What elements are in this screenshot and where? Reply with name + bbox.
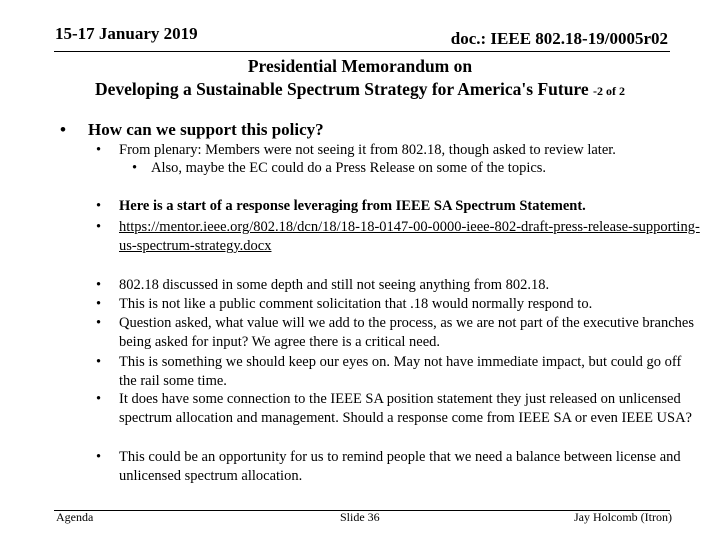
bullet-icon: • bbox=[96, 449, 102, 465]
footer-slide-number: Slide 36 bbox=[340, 510, 380, 524]
bullet-icon: • bbox=[96, 391, 102, 407]
list-item-text: Question asked, what value will we add to the process, as we are not part of the executive branches being asked for input? We agree there is a critical need. bbox=[119, 315, 694, 351]
main-bullet-text: How can we support this policy? bbox=[88, 120, 324, 139]
footer-author: Jay Holcomb (Itron) bbox=[574, 510, 672, 524]
bullet-icon: • bbox=[96, 354, 102, 370]
header-doc-id: doc.: IEEE 802.18-19/0005r02 bbox=[450, 29, 668, 48]
bullet-icon: • bbox=[96, 315, 102, 331]
list-item-text: This is something we should keep our eyes on. May not have immediate impact, but could go off the rail some time. bbox=[119, 354, 682, 390]
list-item-text: From plenary: Members were not seeing it from 802.18, though asked to review later. bbox=[119, 142, 616, 158]
list-item-text: Here is a start of a response leveraging from IEEE SA Spectrum Statement. bbox=[119, 198, 586, 214]
list-item-text: This is not like a public comment solicitation that .18 would normally respond to. bbox=[119, 296, 593, 312]
list-item-text: 802.18 discussed in some depth and still not seeing anything from 802.18. bbox=[119, 277, 550, 293]
bullet-icon: • bbox=[96, 296, 102, 312]
footer-agenda: Agenda bbox=[56, 510, 94, 524]
slide-title-text: Developing a Sustainable Spectrum Strategy for America's Future bbox=[94, 79, 589, 99]
bullet-icon: • bbox=[96, 219, 102, 235]
page-indicator: -2 of 2 bbox=[593, 84, 626, 98]
bullet-icon: • bbox=[96, 198, 102, 214]
slide-title-line1: Presidential Memorandum on bbox=[247, 56, 473, 76]
list-item-text: Also, maybe the EC could do a Press Release on some of the topics. bbox=[151, 160, 547, 176]
draft-press-release-link[interactable]: https://mentor.ieee.org/802.18/dcn/18/18-18-0147-00-0000-ieee-802-draft-press-release-supporting-us-spectrum-strategy.docx bbox=[119, 219, 700, 255]
bullet-icon: • bbox=[60, 120, 66, 139]
bullet-icon: • bbox=[96, 142, 102, 158]
header-divider bbox=[54, 51, 670, 52]
list-item-text: This could be an opportunity for us to remind people that we need a balance between license and unlicensed spectrum allocation. bbox=[119, 449, 681, 485]
header-date: 15-17 January 2019 bbox=[55, 24, 198, 43]
bullet-icon: • bbox=[132, 160, 138, 176]
slide-title-line2 bbox=[0, 79, 720, 100]
list-item-text: It does have some connection to the IEEE SA position statement they just released on unlicensed spectrum allocation and management. Should a response come from IEEE SA or even IEEE USA? bbox=[119, 391, 692, 427]
bullet-icon: • bbox=[96, 277, 102, 293]
